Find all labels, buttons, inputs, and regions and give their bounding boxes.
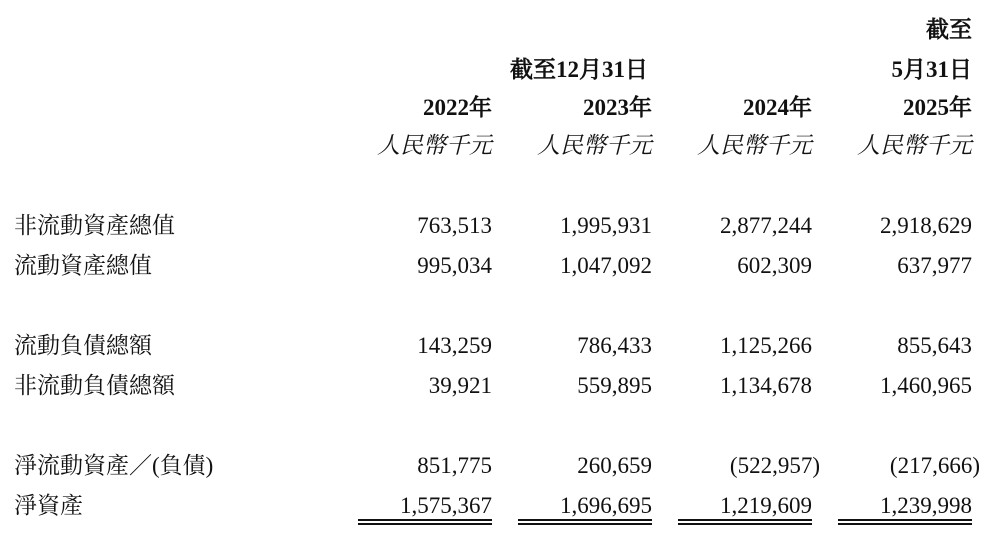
- table-cell: (522,957): [729, 453, 820, 478]
- table-cell: 1,047,092: [560, 253, 652, 278]
- table-cell: 1,125,266: [720, 333, 812, 358]
- row-label: 非流動負債總額: [14, 373, 175, 398]
- table-cell: 1,575,367: [400, 493, 492, 518]
- header-as-at: 截至: [926, 17, 972, 42]
- double-underline: [678, 519, 812, 525]
- table-cell: 995,034: [417, 253, 492, 278]
- unit-header: 人民幣千元: [857, 133, 972, 158]
- year-header: 2022年: [423, 95, 492, 120]
- unit-header: 人民幣千元: [377, 133, 492, 158]
- row-label: 流動資產總值: [14, 253, 152, 278]
- table-cell: 2,877,244: [720, 213, 812, 238]
- table-cell: 1,134,678: [720, 373, 812, 398]
- table-cell: 1,239,998: [880, 493, 972, 518]
- year-header: 2025年: [903, 95, 972, 120]
- table-cell: 2,918,629: [880, 213, 972, 238]
- year-header: 2023年: [583, 95, 652, 120]
- row-label: 非流動資產總值: [14, 213, 175, 238]
- header-may31: 5月31日: [891, 57, 972, 82]
- table-cell: 786,433: [577, 333, 652, 358]
- table-cell: 39,921: [428, 373, 492, 398]
- table-cell: 602,309: [737, 253, 812, 278]
- row-label: 流動負債總額: [14, 333, 152, 358]
- unit-header: 人民幣千元: [697, 133, 812, 158]
- row-label: 淨資產: [14, 493, 83, 518]
- table-cell: 1,995,931: [560, 213, 652, 238]
- table-cell: 260,659: [577, 453, 652, 478]
- double-underline: [838, 519, 972, 525]
- table-cell: 763,513: [417, 213, 492, 238]
- table-cell: (217,666): [889, 453, 980, 478]
- table-cell: 559,895: [577, 373, 652, 398]
- row-label: 淨流動資產／(負債): [14, 453, 214, 478]
- table-cell: 1,460,965: [880, 373, 972, 398]
- header-as-at-dec31: 截至12月31日: [510, 57, 648, 82]
- year-header: 2024年: [743, 95, 812, 120]
- double-underline: [358, 519, 492, 525]
- table-cell: 637,977: [897, 253, 972, 278]
- table-cell: 855,643: [897, 333, 972, 358]
- double-underline: [518, 519, 652, 525]
- unit-header: 人民幣千元: [537, 133, 652, 158]
- table-cell: 143,259: [417, 333, 492, 358]
- table-cell: 1,696,695: [560, 493, 652, 518]
- table-cell: 851,775: [417, 453, 492, 478]
- table-cell: 1,219,609: [720, 493, 812, 518]
